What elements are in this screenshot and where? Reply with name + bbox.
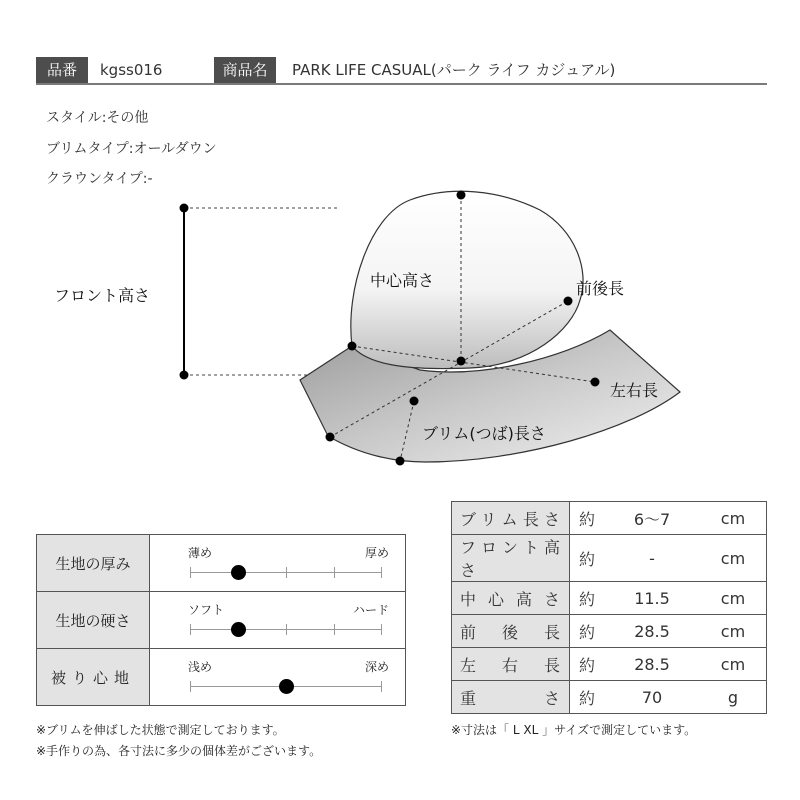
scale-high-label: 深め bbox=[364, 660, 389, 674]
note-size-measured: ※寸法は「 L XL 」サイズで測定しています。 bbox=[451, 723, 697, 737]
scale-low-label: 薄め bbox=[188, 546, 213, 560]
size-value: 70 bbox=[604, 681, 700, 714]
feel-label: 生地の硬さ bbox=[37, 592, 150, 649]
center-height-label: 中心高さ bbox=[370, 271, 435, 290]
size-value: 11.5 bbox=[604, 582, 700, 615]
scale-axis bbox=[190, 572, 382, 573]
approx-mark: 約 bbox=[570, 615, 605, 648]
size-unit: cm bbox=[700, 502, 767, 535]
approx-mark: 約 bbox=[570, 535, 605, 582]
scale-marker bbox=[231, 565, 246, 580]
size-label: ブリム長さ bbox=[452, 502, 570, 535]
size-unit: cm bbox=[700, 582, 767, 615]
feel-row-thickness bbox=[37, 535, 406, 592]
size-table bbox=[451, 501, 767, 714]
size-value: 6～7 bbox=[604, 502, 700, 535]
approx-mark: 約 bbox=[570, 681, 605, 714]
size-label: 中心高さ bbox=[452, 582, 570, 615]
feel-label: 生地の厚み bbox=[37, 535, 150, 592]
fabric-feel-table bbox=[36, 534, 406, 706]
feel-scale bbox=[150, 535, 406, 592]
product-name-value: PARK LIFE CASUAL(パーク ライフ カジュアル) bbox=[292, 61, 616, 79]
style-spec: スタイル:その他 bbox=[46, 110, 149, 126]
size-row bbox=[452, 502, 767, 535]
feel-scale bbox=[150, 649, 406, 706]
size-row bbox=[452, 681, 767, 714]
product-code-value: kgss016 bbox=[100, 61, 163, 79]
approx-mark: 約 bbox=[570, 582, 605, 615]
feel-row-hardness bbox=[37, 592, 406, 649]
note-handmade: ※手作りの為、各寸法に多少の個体差がございます。 bbox=[36, 744, 322, 758]
scale-axis bbox=[190, 686, 382, 687]
front-height-label: フロント高さ bbox=[54, 286, 151, 305]
scale-low-label: ソフト bbox=[188, 603, 225, 617]
size-unit: cm bbox=[700, 648, 767, 681]
size-row bbox=[452, 648, 767, 681]
size-label: フロント高さ bbox=[452, 535, 570, 582]
brim-type-spec: ブリムタイプ:オールダウン bbox=[46, 141, 217, 157]
size-unit: cm bbox=[700, 535, 767, 582]
size-label: 左右長 bbox=[452, 648, 570, 681]
brim-length-label: ブリム(つば)長さ bbox=[422, 424, 546, 443]
size-value: - bbox=[604, 535, 700, 582]
feel-label: 被り心地 bbox=[37, 649, 150, 706]
scale-high-label: 厚め bbox=[364, 546, 389, 560]
approx-mark: 約 bbox=[570, 648, 605, 681]
scale-axis bbox=[190, 629, 382, 630]
scale-marker bbox=[279, 679, 294, 694]
size-label: 前後長 bbox=[452, 615, 570, 648]
size-unit: cm bbox=[700, 615, 767, 648]
scale-low-label: 浅め bbox=[188, 660, 213, 674]
feel-row-fit bbox=[37, 649, 406, 706]
approx-mark: 約 bbox=[570, 502, 605, 535]
size-value: 28.5 bbox=[604, 648, 700, 681]
feel-scale bbox=[150, 592, 406, 649]
note-brim-measure: ※ブリムを伸ばした状態で測定しております。 bbox=[36, 723, 285, 737]
size-row bbox=[452, 582, 767, 615]
size-value: 28.5 bbox=[604, 615, 700, 648]
left-right-label: 左右長 bbox=[610, 381, 659, 400]
size-row bbox=[452, 535, 767, 582]
crown-type-spec: クラウンタイプ:- bbox=[46, 171, 153, 187]
size-row bbox=[452, 615, 767, 648]
size-unit: g bbox=[700, 681, 767, 714]
size-label: 重さ bbox=[452, 681, 570, 714]
product-name-tag: 商品名 bbox=[214, 57, 276, 83]
scale-high-label: ハード bbox=[352, 603, 389, 617]
scale-marker bbox=[231, 622, 246, 637]
product-code-tag: 品番 bbox=[36, 57, 88, 83]
front-back-label: 前後長 bbox=[576, 279, 625, 298]
